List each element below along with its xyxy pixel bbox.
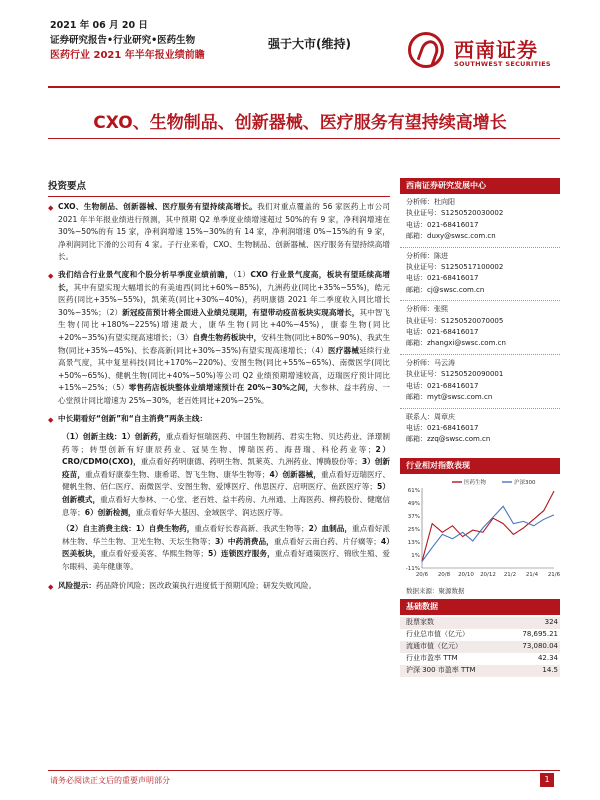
header-info <box>50 18 280 64</box>
p2-bold-1: 我们结合行业景气度和个股分析早季度业绩前瞻， <box>58 269 234 279</box>
s1-t6: 重点看好华大基因、金域医学、润达医疗等。 <box>135 507 288 517</box>
relative-index-chart <box>400 476 560 584</box>
s1-b4: 4）创新器械， <box>269 469 321 479</box>
y-tick-label: 49% <box>407 500 420 507</box>
row-label: 流通市值（亿元） <box>400 641 503 653</box>
page-title: CXO、生物制品、创新器械、医疗服务有望持续高增长 <box>93 113 507 133</box>
s1-t5: 重点看好大参林、一心堂、老百姓、益丰药房、九州通、上海医药、柳药股份、健麾信息等； <box>62 495 391 517</box>
analyst-phone: 电话：021-68416017 <box>406 328 479 337</box>
p1-text: 我们对重点覆盖的 56 家医药上市公司 2021 年半年报业绩进行预测，其中预期 Q2 单季度业绩增速超过 50%的有 9 家，净利润增速在 30%~50%的有 15 家，净利润增速 15%~30%的有 14 家，净利润增速 0%~15%的有 9 家，净利润同比下滑的公司有 4 家。子行业来看，CXO、生物制品、创新器械、医疗服务有望持续高增长。 <box>58 202 390 262</box>
s2-t5: 重点看好通策医疗、锦欣生殖、爱尔眼科、美年健康等。 <box>62 549 391 572</box>
analyst-phone: 电话：021-68416017 <box>406 220 479 229</box>
analyst-email[interactable]: 邮箱：cj@swsc.com.cn <box>406 285 485 294</box>
report-type: 证券研究报告•行业研究•医药生物 <box>50 35 196 46</box>
research-center-heading: 西南证券研究发展中心 <box>400 178 560 194</box>
chart-svg <box>400 476 560 584</box>
analyst-list <box>400 194 560 450</box>
row-value: 14.5 <box>503 665 560 677</box>
bullet-icon: ◆ <box>48 271 54 280</box>
y-tick-label: 61% <box>407 487 420 494</box>
bullet-icon: ◆ <box>48 204 54 212</box>
analyst-card <box>400 301 560 355</box>
analyst-role: 分析师：杜向阳 <box>406 198 455 206</box>
s2-t2: 重点看好派林生物、华兰生物、卫光生物、天坛生物等； <box>62 524 390 546</box>
s1-t3: 重点看好康泰生物、康希诺、智飞生物、康华生物等； <box>85 469 270 479</box>
analyst-phone: 电话：021-68416017 <box>406 423 479 432</box>
p2-bold-6: 零售药店板块整体业绩增速预计在 20%~30%之间， <box>128 383 314 393</box>
chart-heading: 行业相对指数表现 <box>400 458 560 474</box>
consumption-paragraph <box>48 523 390 573</box>
analyst-role: 联系人：周章庆 <box>406 412 455 421</box>
s2-b5: 5）连锁医疗服务， <box>207 549 275 559</box>
p2-text-1: （1） <box>233 269 251 279</box>
analyst-role: 分析师：马云涛 <box>406 358 455 367</box>
row-value: 78,695.21 <box>522 630 558 639</box>
p2-bold-3: 新冠疫苗预计将全面进入业绩兑现期，有望带动疫苗板块实现高增长， <box>122 307 360 317</box>
summary-paragraph-2 <box>48 269 390 408</box>
risk-bold: 风险提示： <box>58 580 96 590</box>
s1-b3: 3）创新疫苗， <box>62 457 390 479</box>
header-divider <box>48 86 560 88</box>
rating-label: 强于大市(维持) <box>268 37 351 51</box>
summary-paragraph-3 <box>48 413 390 427</box>
series-line-0 <box>422 491 554 561</box>
legend-label: 医药生物 <box>464 479 487 486</box>
analyst-email[interactable]: 邮箱：zzq@swsc.com.cn <box>406 435 491 444</box>
analyst-license: 执业证号：S1250520030002 <box>406 209 504 218</box>
table-row <box>400 653 560 665</box>
basic-data-heading: 基础数据 <box>400 599 560 615</box>
analyst-email[interactable]: 邮箱：zhangxi@swsc.com.cn <box>406 339 506 348</box>
legend-label: 沪深300 <box>514 479 536 486</box>
basic-data-table <box>400 617 560 677</box>
investment-summary <box>48 178 390 598</box>
title-divider <box>48 138 560 139</box>
s1-t4: 重点看好迈瑞医疗、健帆生物、佰仁医疗、南微医学、安图生物、爱博医疗、伟思医疗、启明医疗、鱼跃医疗等； <box>62 469 391 492</box>
s2-t1: 重点看好长春高新、我武生物等； <box>194 524 309 534</box>
table-row <box>400 641 560 653</box>
y-tick-label: 37% <box>407 513 420 520</box>
analyst-card <box>400 355 560 409</box>
p2-text-2: 其中有望实现大幅增长的有美迪西(同比+60%~85%)，九洲药业(同比+35%~55%)，皓元医药(同比+35%~55%)，凯莱英(同比+30%~40%)，药明康德 2021 年二季度收入同比增长 30%~35%；（2） <box>58 282 391 317</box>
report-date: 2021 年 06 月 20 日 <box>50 20 148 31</box>
analyst-license: 执业证号：S1250517100002 <box>406 263 504 272</box>
table-row <box>400 617 560 629</box>
table-row <box>400 665 560 677</box>
analyst-email[interactable]: 邮箱：duxy@swsc.com.cn <box>406 232 496 241</box>
s2-b4: 4）医美板块， <box>62 536 391 559</box>
summary-heading: 投资要点 <box>48 178 390 197</box>
s2-b1: 1）自费生物药， <box>135 524 195 534</box>
x-tick-label: 20/12 <box>480 571 496 578</box>
row-label: 行业总市值（亿元） <box>406 630 469 639</box>
bullet-icon: ◆ <box>48 415 54 424</box>
footer-divider <box>48 770 560 771</box>
analyst-role: 分析师：张熙 <box>406 305 448 314</box>
innovation-paragraph <box>48 431 390 519</box>
row-value: 324 <box>503 617 560 629</box>
x-tick-label: 21/2 <box>503 571 517 578</box>
p2-bold-4: 自费生物药板块中， <box>192 332 262 342</box>
s1-b1: 1）创新药， <box>121 432 166 442</box>
sidebar <box>400 178 560 677</box>
p2-text-6: 大参林、益丰药房、一心堂预计同比增速为 25%~30%，老百姓同比+20%~25%。 <box>58 383 391 405</box>
s1-b6: 6）创新检测， <box>84 507 136 517</box>
x-tick-label: 21/4 <box>525 571 539 578</box>
y-tick-label: -11% <box>405 565 420 572</box>
x-tick-label: 20/8 <box>437 571 451 578</box>
analyst-license: 执业证号：S1250520090001 <box>406 370 504 379</box>
risk-paragraph <box>48 580 390 594</box>
p1-bold: CXO、生物制品、创新器械、医疗服务有望持续高增长。 <box>58 202 258 211</box>
footer-disclaimer: 请务必阅读正文后的重要声明部分 <box>50 776 170 785</box>
y-tick-label: 25% <box>407 526 420 533</box>
company-logo <box>408 30 558 74</box>
table-row <box>400 629 560 641</box>
report-subtitle: 医药行业 2021 年半年报业绩前瞻 <box>50 50 205 61</box>
innovation-theme <box>48 431 390 574</box>
s2-t3: 重点看好云南白药、片仔癀等； <box>273 536 381 546</box>
s1-t1: 重点看好恒瑞医药、中国生物制药、君实生物、贝达药业、泽璟制药等；转型创新有好康辰药业、冠昊生物、博瑞医药、海普瑞、科伦药业等； <box>62 432 390 454</box>
p2-bold-2: CXO 行业景气度高，板块有望延续高增长， <box>58 269 390 292</box>
page-number: 1 <box>540 773 554 787</box>
s1-t2: 重点看好药明康德、药明生物、凯莱英、九洲药业、博腾股份等； <box>140 457 362 467</box>
chart-source: 数据来源：聚源数据 <box>406 586 465 595</box>
analyst-role: 分析师：陈进 <box>406 251 448 260</box>
risk-text: 药品降价风险；医改政策执行进度低于预期风险；研发失败风险。 <box>95 580 317 590</box>
analyst-card <box>400 194 560 248</box>
p2-text-4: 安科生物(同比+80%~90%)、我武生物(同比+35%~45%)、长春高新(同比+30%~35%)有望实现高速增长；（4） <box>58 332 391 355</box>
bullet-icon: ◆ <box>48 582 54 591</box>
p3-bold: 中长期看好“创新”和“自主消费”两条主线： <box>58 413 208 423</box>
analyst-phone: 电话：021-68416017 <box>406 274 479 283</box>
x-tick-label: 21/6 <box>547 571 560 578</box>
row-value: 73,080.04 <box>503 641 560 653</box>
logo-emblem-icon <box>408 32 444 68</box>
series-line-1 <box>422 506 554 561</box>
row-label: 行业市盈率 TTM <box>406 654 458 663</box>
s2-b2: 2）血制品， <box>308 524 352 534</box>
row-value: 42.34 <box>537 654 558 663</box>
y-tick-label: 13% <box>407 539 420 546</box>
logo-name: 西南证券 <box>454 38 538 62</box>
p2-text-5: 延续行业高景气度，其中复星科技(同比+170%~220%)、安图生物(同比+55%~65%)、南微医学(同比+50%~65%)、健帆生物(同比+40%~50%)等公司 Q2 业绩预期增速较高，迈瑞医疗预计同比+15%~25%；（5） <box>58 345 391 393</box>
summary-paragraph-1 <box>48 201 390 264</box>
s1-b2: 2）CRO/CDMO(CXO)， <box>62 444 390 467</box>
s2-b3: 3）中药消费品， <box>214 536 274 546</box>
analyst-license: 执业证号：S1250520070005 <box>406 316 504 325</box>
s2-label: （2）自主消费主线： <box>62 524 136 534</box>
row-label: 股票家数 <box>400 617 503 629</box>
logo-english-name: SOUTHWEST SECURITIES <box>454 60 551 68</box>
s1-label: （1）创新主线： <box>62 432 122 442</box>
analyst-phone: 电话：021-68416017 <box>406 381 479 390</box>
analyst-email[interactable]: 邮箱：myt@swsc.com.cn <box>406 393 493 402</box>
p2-bold-5: 医疗器械 <box>328 345 360 355</box>
s1-b5: 5）创新模式， <box>62 482 390 505</box>
analyst-card <box>400 409 560 450</box>
x-tick-label: 20/10 <box>458 571 474 578</box>
x-tick-label: 20/6 <box>415 571 429 578</box>
p2-text-3: 其中智飞生物(同比+180%~225%)增速最大，康华生物(同比+40%~45%)，康泰生物(同比+20%~35%)有望实现高速增长；（3） <box>58 307 390 342</box>
s2-t4: 重点看好爱美客、华熙生物等； <box>100 549 208 559</box>
row-label: 沪深 300 市盈率 TTM <box>400 665 503 677</box>
analyst-card <box>400 248 560 302</box>
y-tick-label: 1% <box>411 552 420 559</box>
